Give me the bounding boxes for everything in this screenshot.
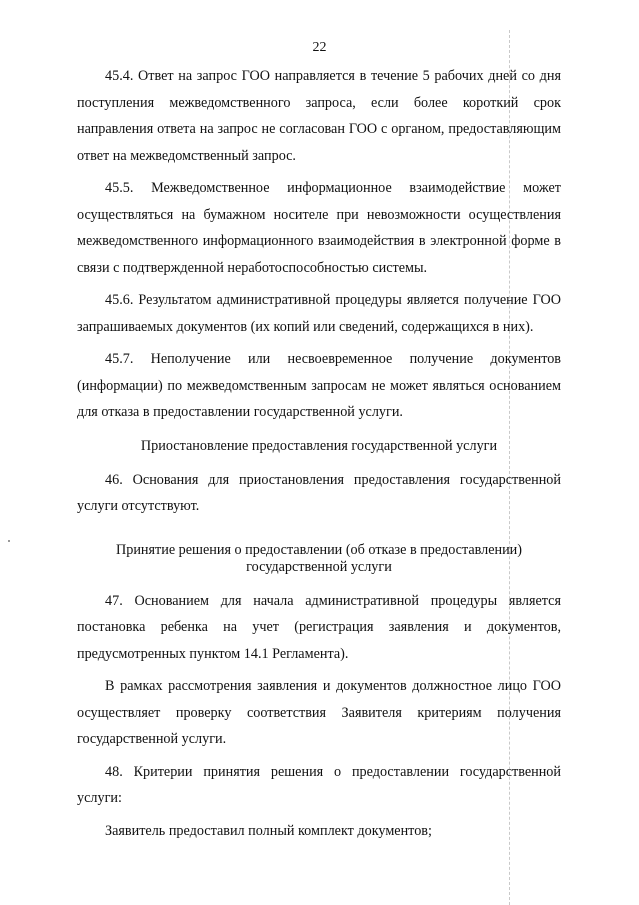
criteria-item-1: Заявитель предоставил полный комплект документов; [105, 822, 432, 839]
paragraph-48: 48. Критерии принятия решения о предоставлении государственной услуги: [77, 763, 561, 806]
section-heading-decision [77, 542, 561, 576]
section-heading-suspension [77, 438, 561, 455]
page-number: 22 [312, 40, 327, 55]
scan-speck [8, 540, 10, 542]
heading-decision-line-1: Принятие решения о предоставлении (об отказе в предоставлении) [115, 541, 523, 558]
heading-decision-line-2: государственной услуги [246, 558, 392, 575]
paragraph-45-6: 45.6. Результатом административной процедуры является получение ГОО запрашиваемых документов (их копий или сведений, содержащихся в них). [77, 292, 561, 335]
paragraph-45-7: 45.7. Неполучение или несвоевременное получение документов (информации) по межведомственным запросам не может являться основанием для отказа в предоставлении государственной услуги. [77, 351, 561, 420]
paragraph-47-review: В рамках рассмотрения заявления и документов должностное лицо ГОО осуществляет проверку соответствия Заявителя критериям получения государственной услуги. [77, 678, 561, 747]
paragraph-47: 47. Основанием для начала административной процедуры является постановка ребенка на учет (регистрация заявления и документов, предусмотренных пунктом 14.1 Регламента). [77, 592, 561, 662]
heading-suspension-text: Приостановление предоставления государственной услуги [140, 437, 498, 454]
paragraph-45-4: 45.4. Ответ на запрос ГОО направляется в течение 5 рабочих дней со дня поступления межведомственного запроса, если более короткий срок направления ответа на запрос не согласован ГОО с органом, предоставляющим ответ на межведомственный запрос. [77, 68, 561, 164]
document-body [77, 63, 561, 850]
paragraph-46: 46. Основания для приостановления предоставления государственной услуги отсутствуют. [77, 471, 561, 514]
paragraph-45-5: 45.5. Межведомственное информационное взаимодействие может осуществляться на бумажном носителе при невозможности осуществления межведомственного информационного взаимодействия в электронной форме в связи с подтвержденной неработоспособностью системы. [77, 180, 561, 276]
